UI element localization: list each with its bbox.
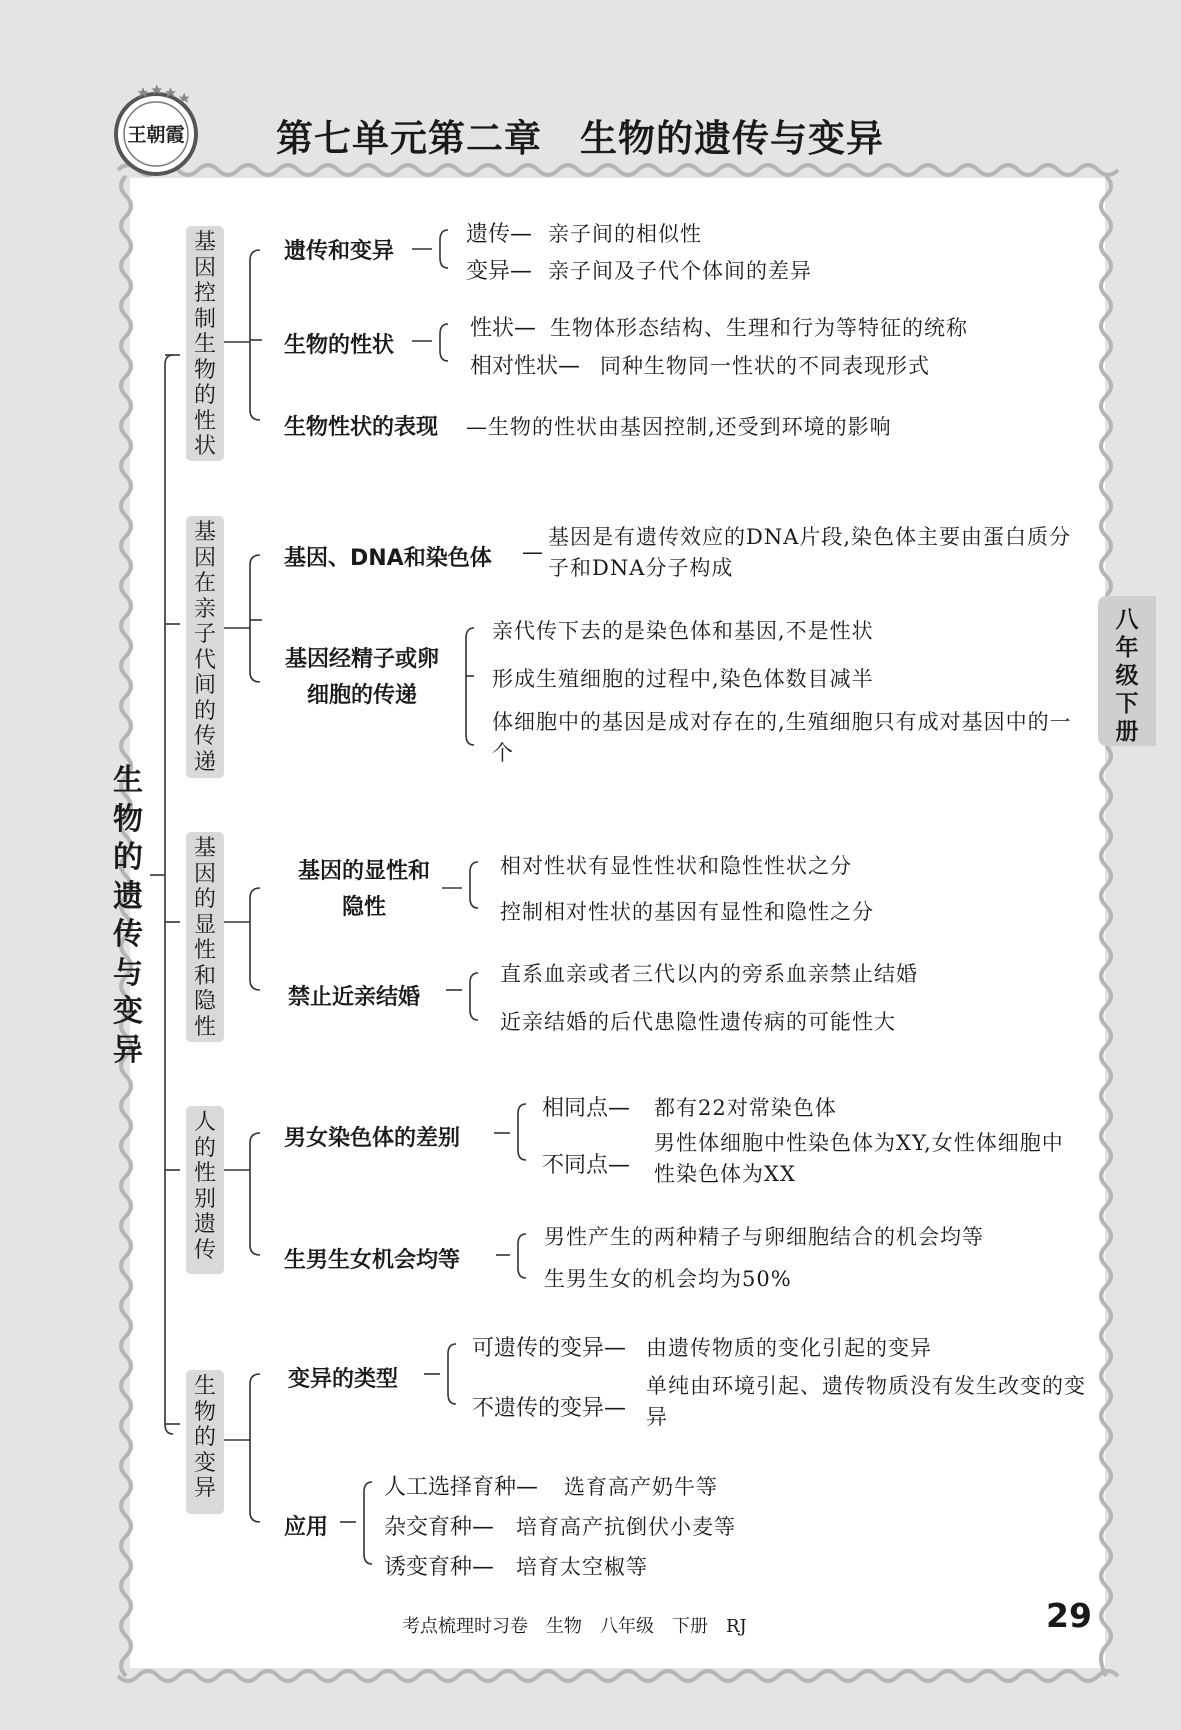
desc-mutation-breeding: 培育太空椒等 <box>516 1555 648 1579</box>
desc-relative-trait: 同种生物同一性状的不同表现形式 <box>600 354 930 378</box>
equal-chance-item-2: 生男生女的机会均为50% <box>544 1267 792 1291</box>
desc-hybrid-breeding: 培育高产抗倒伏小麦等 <box>516 1515 736 1539</box>
term-relative-trait: 相对性状— <box>470 354 581 379</box>
topic-gene-dna-chromosome: 基因、DNA和染色体 <box>284 546 492 571</box>
term-similarity: 相同点— <box>542 1096 631 1121</box>
term-variation: 变异— <box>466 259 533 284</box>
desc-variation: 亲子间及子代个体间的差异 <box>548 259 812 283</box>
footer-text: 考点梳理时习卷 生物 八年级 下册 RJ <box>402 1616 747 1637</box>
equal-chance-item-1: 男性产生的两种精子与卵细胞结合的机会均等 <box>544 1225 984 1249</box>
marriage-item-1: 直系血亲或者三代以内的旁系血亲禁止结婚 <box>500 962 918 986</box>
section-label-sex-inheritance: 人的性别遗传 <box>186 1106 224 1274</box>
marriage-item-2: 近亲结婚的后代患隐性遗传病的可能性大 <box>500 1010 896 1034</box>
term-artificial-selection: 人工选择育种— <box>384 1475 539 1500</box>
term-heritable-variation: 可遗传的变异— <box>472 1336 627 1361</box>
term-trait: 性状— <box>470 316 537 341</box>
term-difference: 不同点— <box>542 1153 631 1178</box>
transmission-item-2: 形成生殖细胞的过程中,染色体数目减半 <box>492 667 874 691</box>
desc-heredity: 亲子间的相似性 <box>548 222 702 246</box>
grade-side-tab-label: 八年级下册 <box>1115 607 1139 745</box>
transmission-item-3: 体细胞中的基因是成对存在的,生殖细胞只有成对基因中的一个 <box>492 710 1072 765</box>
topic-equal-chance: 生男生女机会均等 <box>284 1248 461 1273</box>
section-label-gene-control: 基因控制生物的性状 <box>186 226 224 461</box>
section-label-variation: 生物的变异 <box>186 1370 224 1514</box>
transmission-item-1: 亲代传下去的是染色体和基因,不是性状 <box>492 619 874 643</box>
section-label-gene-transmission: 基因在亲子代间的传递 <box>186 516 224 778</box>
desc-gene-dna-chromosome: 基因是有遗传效应的DNA片段,染色体主要由蛋白质分子和DNA分子构成 <box>548 525 1072 580</box>
desc-heritable-variation: 由遗传物质的变化引起的变异 <box>646 1336 932 1360</box>
desc-nonheritable-variation: 单纯由环境引起、遗传物质没有发生改变的变异 <box>646 1374 1086 1429</box>
svg-text:王朝霞: 王朝霞 <box>127 124 185 146</box>
term-nonheritable-variation: 不遗传的变异— <box>472 1396 627 1421</box>
topic-consanguineous-marriage: 禁止近亲结婚 <box>288 985 421 1010</box>
dominance-item-1: 相对性状有显性性状和隐性性状之分 <box>500 854 852 878</box>
dominance-item-2: 控制相对性状的基因有显性和隐性之分 <box>500 900 874 924</box>
page-number: 29 <box>1046 1596 1092 1635</box>
section-label-dominance: 基因的显性和隐性 <box>186 832 224 1042</box>
desc-similarity: 都有22对常染色体 <box>654 1096 837 1120</box>
term-mutation-breeding: 诱变育种— <box>384 1555 495 1580</box>
desc-difference: 男性体细胞中性染色体为XY,女性体细胞中性染色体为XX <box>654 1131 1064 1186</box>
topic-trait-expression: 生物性状的表现 <box>284 415 439 440</box>
topic-chromosome-difference: 男女染色体的差别 <box>284 1126 461 1151</box>
topic-application: 应用 <box>284 1515 329 1540</box>
desc-trait: 生物体形态结构、生理和行为等特征的统称 <box>550 316 968 340</box>
mindmap-root: 生物的遗传与变异 <box>113 763 143 1068</box>
topic-dominance: 基因的显性和隐性 <box>297 859 430 920</box>
page-title: 第七单元第二章 生物的遗传与变异 <box>276 117 884 160</box>
term-heredity: 遗传— <box>466 222 533 247</box>
topic-heredity-variation: 遗传和变异 <box>284 239 395 264</box>
desc-trait-expression: —生物的性状由基因控制,还受到环境的影响 <box>466 415 892 439</box>
dash-gene-dna: — <box>522 540 543 564</box>
term-hybrid-breeding: 杂交育种— <box>384 1515 495 1540</box>
desc-artificial-selection: 选育高产奶牛等 <box>564 1475 718 1499</box>
topic-gene-transmission: 基因经精子或卵细胞的传递 <box>284 647 439 708</box>
topic-variation-types: 变异的类型 <box>288 1367 399 1392</box>
topic-traits: 生物的性状 <box>284 333 395 358</box>
